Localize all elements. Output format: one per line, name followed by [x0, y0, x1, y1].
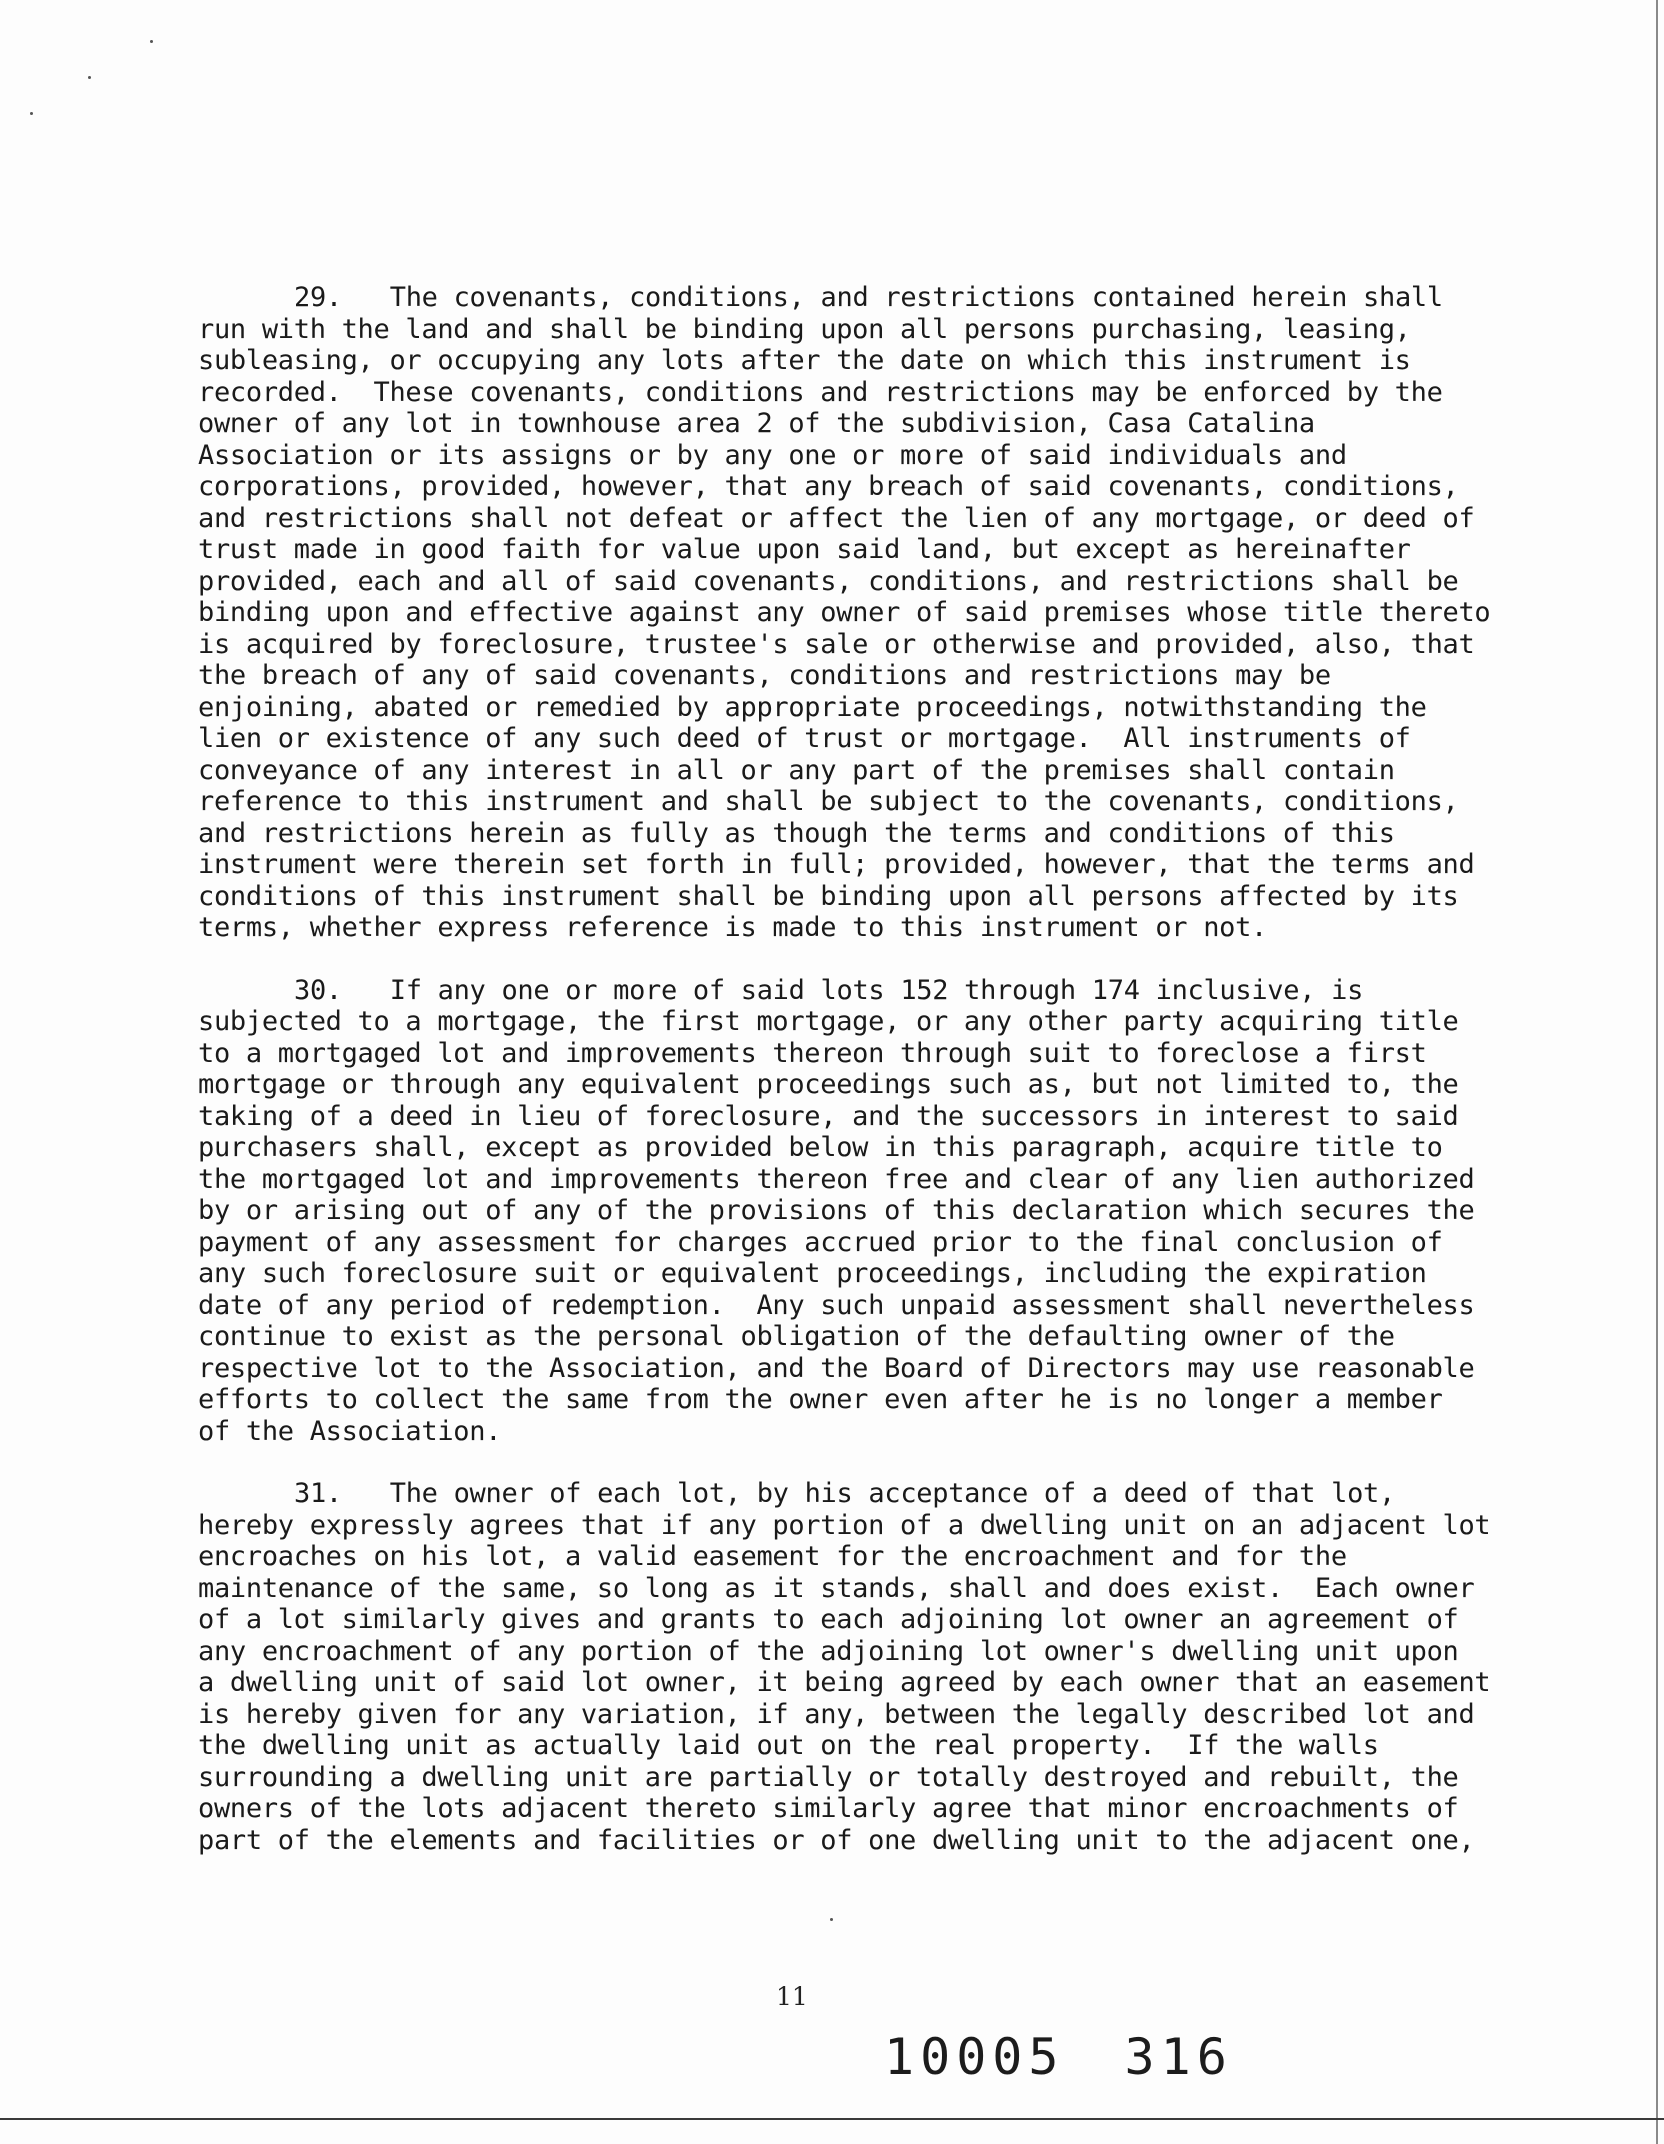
paragraph-line: is hereby given for any variation, if any, between the legally described lot and [198, 1698, 1475, 1730]
paragraph-first-line [198, 1478, 1448, 1510]
paragraph-line: run with the land and shall be binding upon all persons purchasing, leasing, [198, 313, 1411, 345]
scan-bottom-rule [0, 2118, 1664, 2120]
paragraph-number: 29. [294, 282, 342, 313]
paragraph-line: trust made in good faith for value upon said land, but except as hereinafter [198, 534, 1411, 565]
paragraph-line: conveyance of any interest in all or any part of the premises shall contain [198, 754, 1395, 786]
paragraph-31 [198, 1478, 1491, 1856]
paragraph-line: of a lot similarly gives and grants to each adjoining lot owner an agreement of [198, 1604, 1459, 1635]
paragraph-line: subleasing, or occupying any lots after the date on which this instrument is [198, 345, 1411, 376]
scan-speck [150, 40, 153, 43]
paragraph-line: enjoining, abated or remedied by appropriate proceedings, notwithstanding the [198, 691, 1427, 723]
paragraph-line: owners of the lots adjacent thereto similarly agree that minor encroachments of [198, 1793, 1459, 1824]
paragraph-line: part of the elements and facilities or of one dwelling unit to the adjacent one, [198, 1824, 1475, 1856]
paragraph-line: subjected to a mortgage, the first mortgage, or any other party acquiring title [198, 1006, 1459, 1037]
paragraph-line: to a mortgaged lot and improvements thereon through suit to foreclose a first [198, 1037, 1427, 1069]
paragraph-line: and restrictions shall not defeat or affect the lien of any mortgage, or deed of [198, 502, 1475, 534]
paragraph-first-line [198, 975, 1448, 1007]
page-number: 11 [776, 1982, 808, 2011]
paragraph-line: If any one or more of said lots 152 through 174 inclusive, is [389, 974, 1364, 1006]
paragraph-line: date of any period of redemption. Any such unpaid assessment shall nevertheless [198, 1289, 1475, 1321]
paragraph-line: The covenants, conditions, and restrictions contained herein shall [389, 282, 1443, 313]
document-body [198, 282, 1491, 1887]
paragraph-line: corporations, provided, however, that any breach of said covenants, conditions, [198, 471, 1459, 502]
paragraph-line: recorded. These covenants, conditions and restrictions may be enforced by the [198, 376, 1443, 408]
stamp-book-number: 10005 [884, 2028, 1065, 2086]
paragraph-number: 31. [294, 1478, 342, 1509]
paragraph-line: a dwelling unit of said lot owner, it being agreed by each owner that an easement [198, 1667, 1491, 1698]
paragraph-number: 30. [294, 974, 342, 1006]
paragraph-line: the mortgaged lot and improvements thereon free and clear of any lien authorized [198, 1163, 1475, 1195]
paragraph-line: encroaches on his lot, a valid easement for the encroachment and for the [198, 1541, 1347, 1572]
recording-stamp [884, 2028, 1233, 2086]
scan-speck [830, 1918, 833, 1921]
paragraph-line: mortgage or through any equivalent proceedings such as, but not limited to, the [198, 1069, 1459, 1100]
paragraph-line: owner of any lot in townhouse area 2 of the subdivision, Casa Catalina [198, 408, 1315, 439]
paragraph-line: taking of a deed in lieu of foreclosure, and the successors in interest to said [198, 1100, 1459, 1132]
paragraph-line: and restrictions herein as fully as though the terms and conditions of this [198, 817, 1395, 849]
paragraph-line: surrounding a dwelling unit are partially or totally destroyed and rebuilt, the [198, 1761, 1459, 1793]
paragraph-first-line [198, 282, 1448, 314]
paragraph-line: terms, whether express reference is made to this instrument or not. [198, 912, 1268, 943]
scan-speck [88, 76, 91, 79]
paragraph-line: purchasers shall, except as provided below in this paragraph, acquire title to [198, 1132, 1443, 1163]
paragraph-line: any such foreclosure suit or equivalent proceedings, including the expiration [198, 1258, 1427, 1289]
paragraph-line: lien or existence of any such deed of trust or mortgage. All instruments of [198, 723, 1411, 754]
paragraph-line: maintenance of the same, so long as it stands, shall and does exist. Each owner [198, 1572, 1475, 1604]
paragraph-line: is acquired by foreclosure, trustee's sale or otherwise and provided, also, that [198, 628, 1475, 660]
paragraph-line: continue to exist as the personal obligation of the defaulting owner of the [198, 1321, 1395, 1352]
paragraph-line: of the Association. [198, 1415, 502, 1447]
scan-right-edge [1656, 0, 1658, 2144]
paragraph-line: respective lot to the Association, and the Board of Directors may use reasonable [198, 1352, 1475, 1384]
stamp-page-number: 316 [1124, 2028, 1233, 2086]
paragraph-line: by or arising out of any of the provisions of this declaration which secures the [198, 1195, 1475, 1226]
paragraph-30 [198, 974, 1475, 1448]
paragraph-line: payment of any assessment for charges accrued prior to the final conclusion of [198, 1226, 1443, 1258]
paragraph-line: The owner of each lot, by his acceptance of a deed of that lot, [389, 1478, 1395, 1509]
paragraph-line: any encroachment of any portion of the adjoining lot owner's dwelling unit upon [198, 1635, 1459, 1667]
paragraph-line: provided, each and all of said covenants, conditions, and restrictions shall be [198, 565, 1459, 597]
paragraph-line: conditions of this instrument shall be binding upon all persons affected by its [198, 880, 1459, 912]
paragraph-line: instrument were therein set forth in full; provided, however, that the terms and [198, 849, 1475, 880]
paragraph-29 [198, 282, 1491, 944]
paragraph-line: Association or its assigns or by any one or more of said individuals and [198, 439, 1347, 471]
paragraph-line: the dwelling unit as actually laid out on the real property. If the walls [198, 1730, 1379, 1761]
paragraph-line: binding upon and effective against any owner of said premises whose title thereto [198, 597, 1491, 628]
paragraph-line: reference to this instrument and shall be subject to the covenants, conditions, [198, 786, 1459, 817]
paragraph-line: efforts to collect the same from the owner even after he is no longer a member [198, 1384, 1443, 1415]
paragraph-line: the breach of any of said covenants, conditions and restrictions may be [198, 660, 1331, 691]
scan-speck [30, 112, 33, 115]
paragraph-line: hereby expressly agrees that if any portion of a dwelling unit on an adjacent lot [198, 1509, 1491, 1541]
